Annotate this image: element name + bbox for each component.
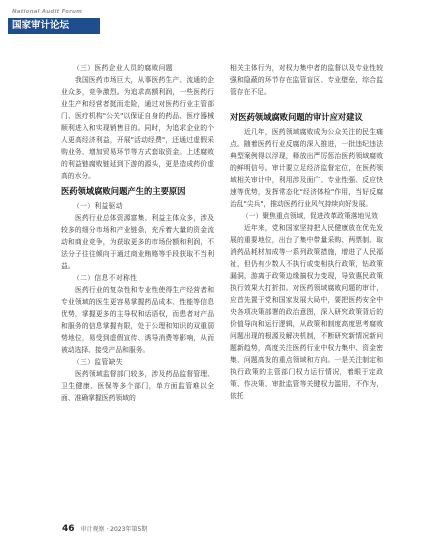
subheading-corporate-staff: （三）医药企业人员的腐败问题 — [73, 64, 173, 72]
paragraph-focus-key-areas: 近年来，党和国家坚持把人民健康放在优先发展的重要地位，出台了集中带量采购、两票制、取消药品耗材加成等一系列政策措施，增进了人民福祉，但仍有少数人不执行或变相执行政策，钻政策漏洞，游离于政策边缘搞权力变现，导致惠民政策执行效果大打折扣。对医药领域腐败问题的审计，应首先置于党和国家发展大局中，要把医药安全中央各项决策部署的政治意图，深入研究政策背后的价值导向和运行逻辑，从政策和制度高度思考腐败问题出现的根源及解决机制，不断研究新情况新问题新趋势，高度关注医药行业中权力集中、资金密集、问题高发的重点领域和方向。一是关注制定和执行政策的主管部门权力运行情况，着眼于定政策、作决策、审批监管等关键权力滥用、不作为，依托 — [230, 224, 383, 400]
paragraph-interest-drive: 医药行业总体资源富集、利益主体众多，涉及较多的细分市场和产业链条，充斥着大量的资金流动和商业竞争，为获取更多的市场份额和利润，不法分子往往倾向于通过商业贿赂等手段获取不当利益。 — [61, 214, 214, 270]
page-number: 46 — [62, 524, 75, 534]
section-heading-audit-suggestions: 对医药领域腐败问题的审计应对建议 — [230, 112, 363, 122]
subheading-focus-key-areas: （一）聚焦重点领域，促进改革政策落地见效 — [242, 212, 378, 220]
left-column — [61, 62, 214, 404]
subheading-information-asymmetry: （二）信息不对称性 — [73, 274, 138, 282]
page-footer — [62, 524, 147, 534]
paragraph-audit-overview: 近几年，医药领域腐败成为公众关注的民生痛点。随着医药行业反腐的深入推进，一批违纪违法典型案例得以浮现，释放出严厉惩治医药领域腐败的鲜明信号。审计要立足经济监督定位，在医药领域相关审计中，利用涉及面广、专业性强、反应快速等优势，发挥常态化"经济体检"作用，当好反腐治乱"尖兵"，推动医药行业风气持续向好发展。 — [230, 128, 383, 208]
section-heading-causes: 医药领域腐败问题产生的主要原因 — [61, 186, 186, 196]
subheading-interest-drive: （一）利益驱动 — [73, 202, 123, 210]
paragraph-corporate-corruption: 我国医药市场巨大，从事医药生产、流通的企业众多，竞争激烈。为追求高额利润，一些医药行业生产和经营者挺而走险，通过对医药行业主管部门、医疗机构"公关"以保证自身的药品、医疗器械顺利进入和实现销售目的。同时，为追求企业的个人更高经济利益，开展"活动经费"，还通过虚假采购业务、增加贸易环节等方式套取资金。上述腐败的利益链腐败链延到下游的源头，更是造成药价虚高的水分。 — [61, 76, 214, 180]
subheading-lack-of-supervision: （三）监管缺失 — [73, 358, 123, 366]
journal-issue: 审计观察 · 2023年第5期 — [80, 526, 148, 533]
paragraph-continued: 相关主体行为，对权力集中者的监督以及专业性较强和隐蔽的环节存在监管盲区、专业壁垒，综合监管存在不足。 — [230, 64, 383, 96]
paragraph-information-asymmetry: 医药行业的复杂性和专业性使得生产经营者和专业领域的医生更容易掌握药品成本、性能等信息优势，掌握更多的主导权和话语权，而患者对产品和服务的信息掌握有限，处于公理和知识的双重弱势地位，易受到虚假宣传、诱导消费等影响，从而被动选择、接受产品和服务。 — [61, 286, 214, 354]
journal-section-english: National Audit Forum — [12, 9, 83, 15]
paragraph-lack-of-supervision: 医药领域监督部门较多，涉及药品监督管理、卫生健康、医保等多个部门，单方面监管难以全面、准确掌握医药领域的 — [61, 370, 214, 402]
section-title-banner: 国家审计论坛 — [8, 18, 100, 34]
right-column — [230, 62, 383, 402]
